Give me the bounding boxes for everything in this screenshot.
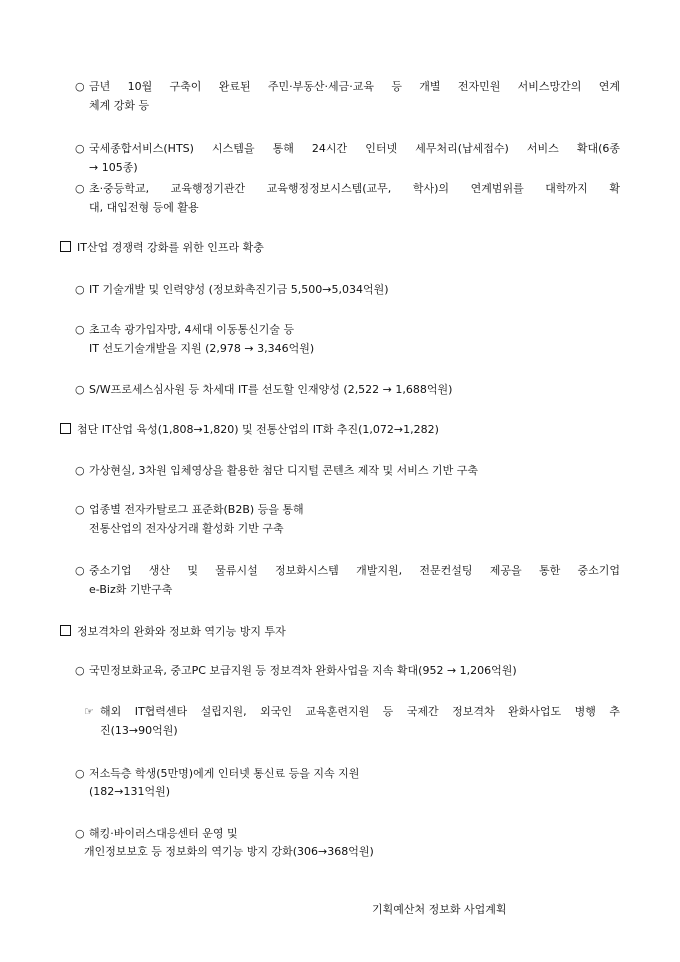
circle-bullet-icon: ○ [75, 383, 85, 396]
item-text: 초·중등학교, 교육행정기관간 교육행정정보시스템(교무, 학사)의 연계범위를 대학까지 확 [89, 182, 620, 195]
item-text: 가상현실, 3차원 입체영상을 활용한 첨단 디지털 콘텐츠 제작 및 서비스 기반 구축 [89, 464, 478, 477]
bullet-item [75, 767, 359, 781]
item-text: 업종별 전자카탈로그 표준화(B2B) 등을 통해 [89, 503, 304, 516]
circle-bullet-icon: ○ [75, 664, 85, 677]
circle-bullet-icon: ○ [75, 80, 85, 93]
item-text: 초고속 광가입자망, 4세대 이동통신기술 등 [89, 323, 295, 336]
bullet-item [75, 142, 620, 156]
item-continuation: 대, 대입전형 등에 활용 [89, 201, 199, 214]
item-text: 금년 10월 구축이 완료된 주민·부동산·세금·교육 등 개별 전자민원 서비스망간의 연계 [89, 80, 620, 93]
circle-bullet-icon: ○ [75, 142, 85, 155]
note-continuation: 진(13→90억원) [100, 724, 178, 737]
item-continuation: IT 선도기술개발을 지원 (2,978 → 3,346억원) [89, 342, 315, 355]
circle-bullet-icon: ○ [75, 464, 85, 477]
item-text: 해킹·바이러스대응센터 운영 및 [89, 827, 238, 840]
circle-bullet-icon: ○ [75, 283, 85, 296]
item-continuation: 개인정보보호 등 정보화의 역기능 방지 강화(306→368억원) [84, 845, 374, 858]
bullet-item [75, 564, 620, 578]
circle-bullet-icon: ○ [75, 827, 85, 840]
item-continuation: e-Biz화 기반구축 [89, 583, 173, 596]
item-text: S/W프로세스심사원 등 차세대 IT를 선도할 인재양성 (2,522 → 1,688억원) [89, 383, 453, 396]
heading-text: IT산업 경쟁력 강화를 위한 인프라 확충 [77, 241, 264, 254]
bullet-item [75, 464, 478, 478]
circle-bullet-icon: ○ [75, 767, 85, 780]
bullet-item [75, 323, 294, 337]
section-heading [60, 241, 264, 255]
square-box-icon [60, 625, 71, 636]
bullet-item [75, 503, 304, 517]
square-box-icon [60, 241, 71, 252]
item-continuation: (182→131억원) [89, 785, 171, 798]
circle-bullet-icon: ○ [75, 323, 85, 336]
item-text: IT 기술개발 및 인력양성 (정보화촉진기금 5,500→5,034억원) [89, 283, 389, 296]
bullet-item [75, 827, 238, 841]
heading-text: 첨단 IT산업 육성(1,808→1,820) 및 전통산업의 IT화 추진(1,072→1,282) [77, 423, 439, 436]
item-text: 중소기업 생산 및 물류시설 정보화시스템 개발지원, 전문컨설팅 제공을 통한 중소기업 [89, 564, 620, 577]
pointing-hand-icon: ☞ [84, 705, 94, 718]
section-heading [60, 625, 286, 639]
pointer-note [84, 705, 620, 719]
circle-bullet-icon: ○ [75, 182, 85, 195]
source-footer: 기획예산처 정보화 사업계획 [372, 903, 507, 916]
section-heading [60, 423, 439, 437]
bullet-item [75, 182, 620, 196]
item-continuation: 전통산업의 전자상거래 활성화 기반 구축 [89, 522, 284, 535]
item-text: 저소득층 학생(5만명)에게 인터넷 통신료 등을 지속 지원 [89, 767, 360, 780]
item-continuation: → 105종) [89, 161, 138, 174]
heading-text: 정보격차의 완화와 정보화 역기능 방지 투자 [77, 625, 286, 638]
note-text: 해외 IT협력센타 설립지원, 외국인 교육훈련지원 등 국제간 정보격차 완화사업도 병행 추 [100, 705, 620, 718]
bullet-item [75, 664, 517, 678]
circle-bullet-icon: ○ [75, 564, 85, 577]
bullet-item [75, 80, 620, 94]
circle-bullet-icon: ○ [75, 503, 85, 516]
square-box-icon [60, 423, 71, 434]
item-text: 국세종합서비스(HTS) 시스템을 통해 24시간 인터넷 세무처리(납세접수) 서비스 확대(6종 [89, 142, 620, 155]
bullet-item [75, 383, 452, 397]
item-continuation: 체계 강화 등 [89, 99, 150, 112]
item-text: 국민정보화교육, 중고PC 보급지원 등 정보격차 완화사업을 지속 확대(952 → 1,206억원) [89, 664, 517, 677]
bullet-item [75, 283, 389, 297]
